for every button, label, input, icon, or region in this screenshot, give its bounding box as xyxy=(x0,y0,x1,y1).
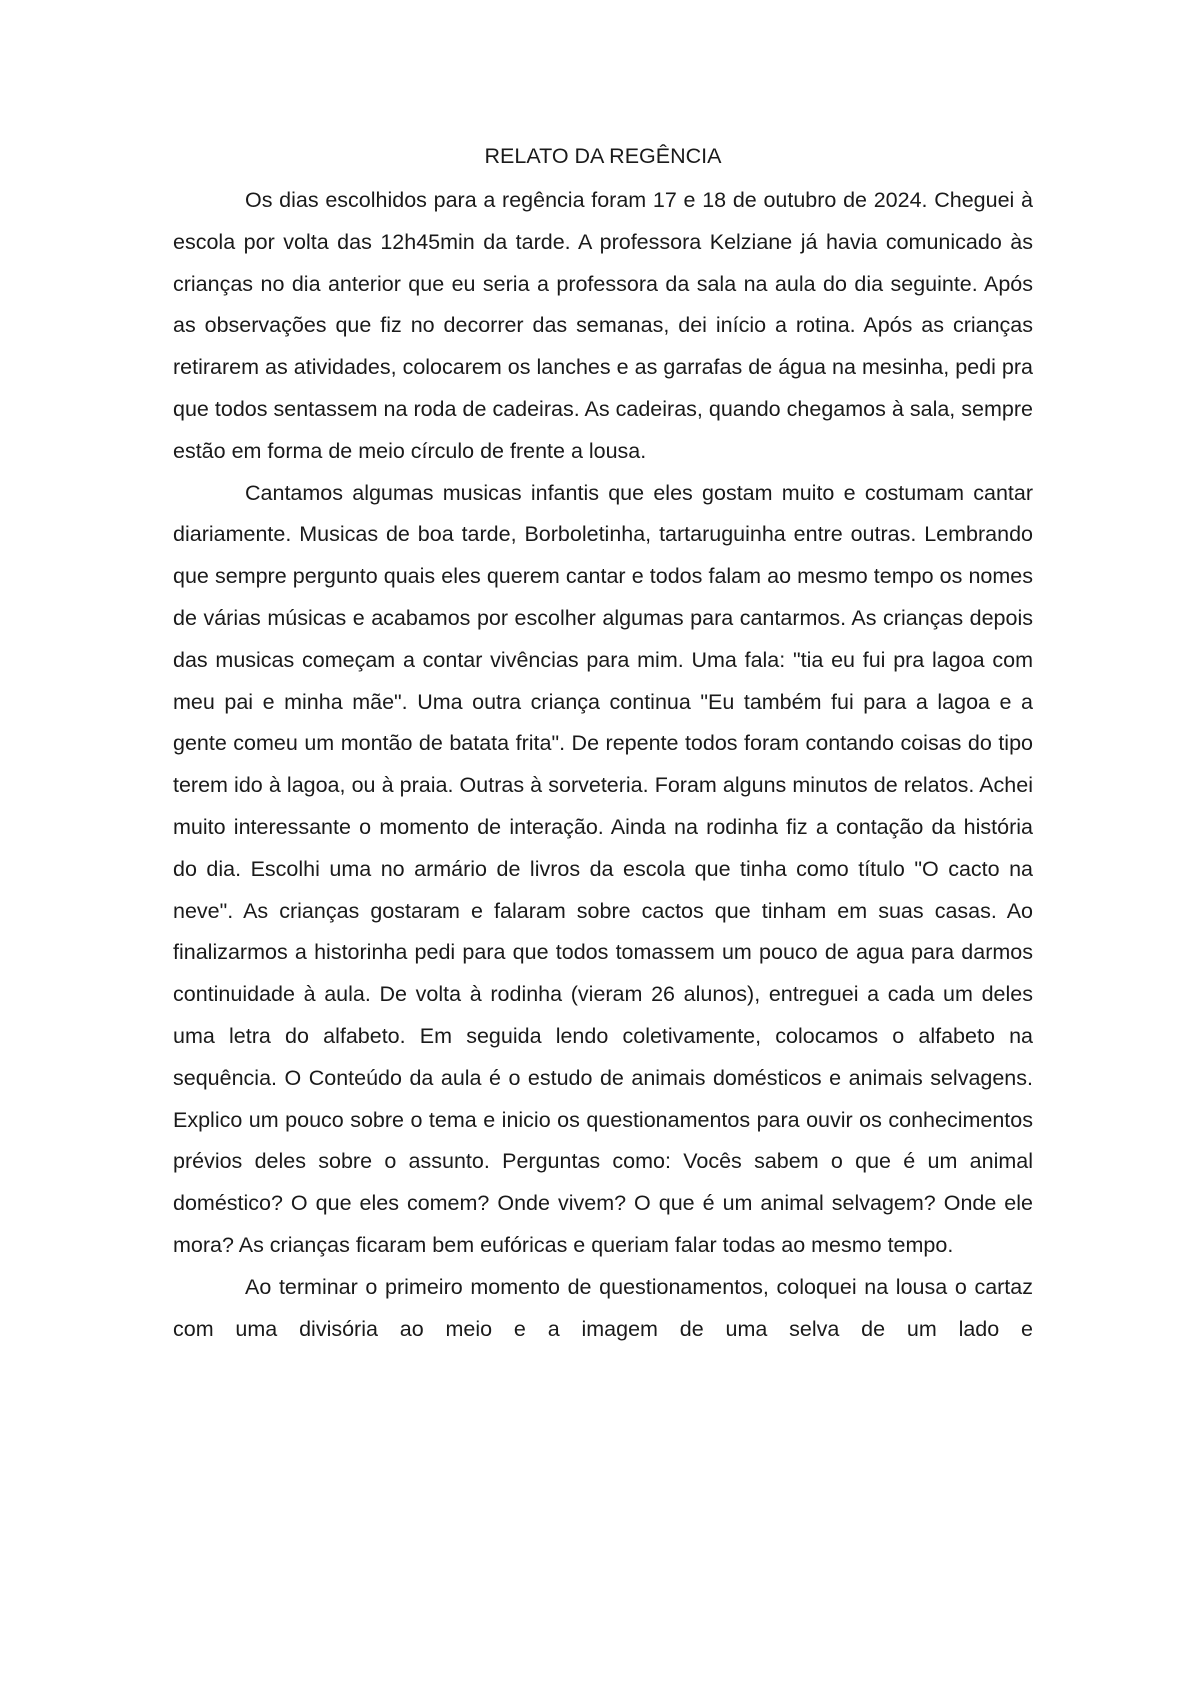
document-body xyxy=(173,140,1033,1350)
paragraph-2: Cantamos algumas musicas infantis que eles gostam muito e costumam cantar diariamente. Musicas de boa tarde, Borboletinha, tartaruguinha entre outras. Lembrando que sempre pergunto quais eles querem cantar e todos falam ao mesmo tempo os nomes de várias músicas e acabamos por escolher algumas para cantarmos. As crianças depois das musicas começam a contar vivências para mim. Uma fala: "tia eu fui pra lagoa com meu pai e minha mãe". Uma outra criança continua "Eu também fui para a lagoa e a gente comeu um montão de batata frita". De repente todos foram contando coisas do tipo terem ido à lagoa, ou à praia. Outras à sorveteria. Foram alguns minutos de relatos. Achei muito interessante o momento de interação. Ainda na rodinha fiz a contação da história do dia. Escolhi uma no armário de livros da escola que tinha como título "O cacto na neve". As crianças gostaram e falaram sobre cactos que tinham em suas casas. Ao finalizarmos a historinha pedi para que todos tomassem um pouco de agua para darmos continuidade à aula. De volta à rodinha (vieram 26 alunos), entreguei a cada um deles uma letra do alfabeto. Em seguida lendo coletivamente, colocamos o alfabeto na sequência. O Conteúdo da aula é o estudo de animais domésticos e animais selvagens. Explico um pouco sobre o tema e inicio os questionamentos para ouvir os conhecimentos prévios deles sobre o assunto. Perguntas como: Vocês sabem o que é um animal doméstico? O que eles comem? Onde vivem? O que é um animal selvagem? Onde ele mora? As crianças ficaram bem eufóricas e queriam falar todas ao mesmo tempo. xyxy=(173,480,1033,1257)
paragraph-1: Os dias escolhidos para a regência foram 17 e 18 de outubro de 2024. Cheguei à escola por volta das 12h45min da tarde. A professora Kelziane já havia comunicado às crianças no dia anterior que eu seria a professora da sala na aula do dia seguinte. Após as observações que fiz no decorrer das semanas, dei início a rotina. Após as crianças retirarem as atividades, colocarem os lanches e as garrafas de água na mesinha, pedi pra que todos sentassem na roda de cadeiras. As cadeiras, quando chegamos à sala, sempre estão em forma de meio círculo de frente a lousa. xyxy=(173,188,1033,463)
document-title: RELATO DA REGÊNCIA xyxy=(484,144,722,168)
paragraph-3: Ao terminar o primeiro momento de questionamentos, coloquei na lousa o cartaz com uma divisória ao meio e a imagem de uma selva de um lado e xyxy=(173,1274,1033,1341)
